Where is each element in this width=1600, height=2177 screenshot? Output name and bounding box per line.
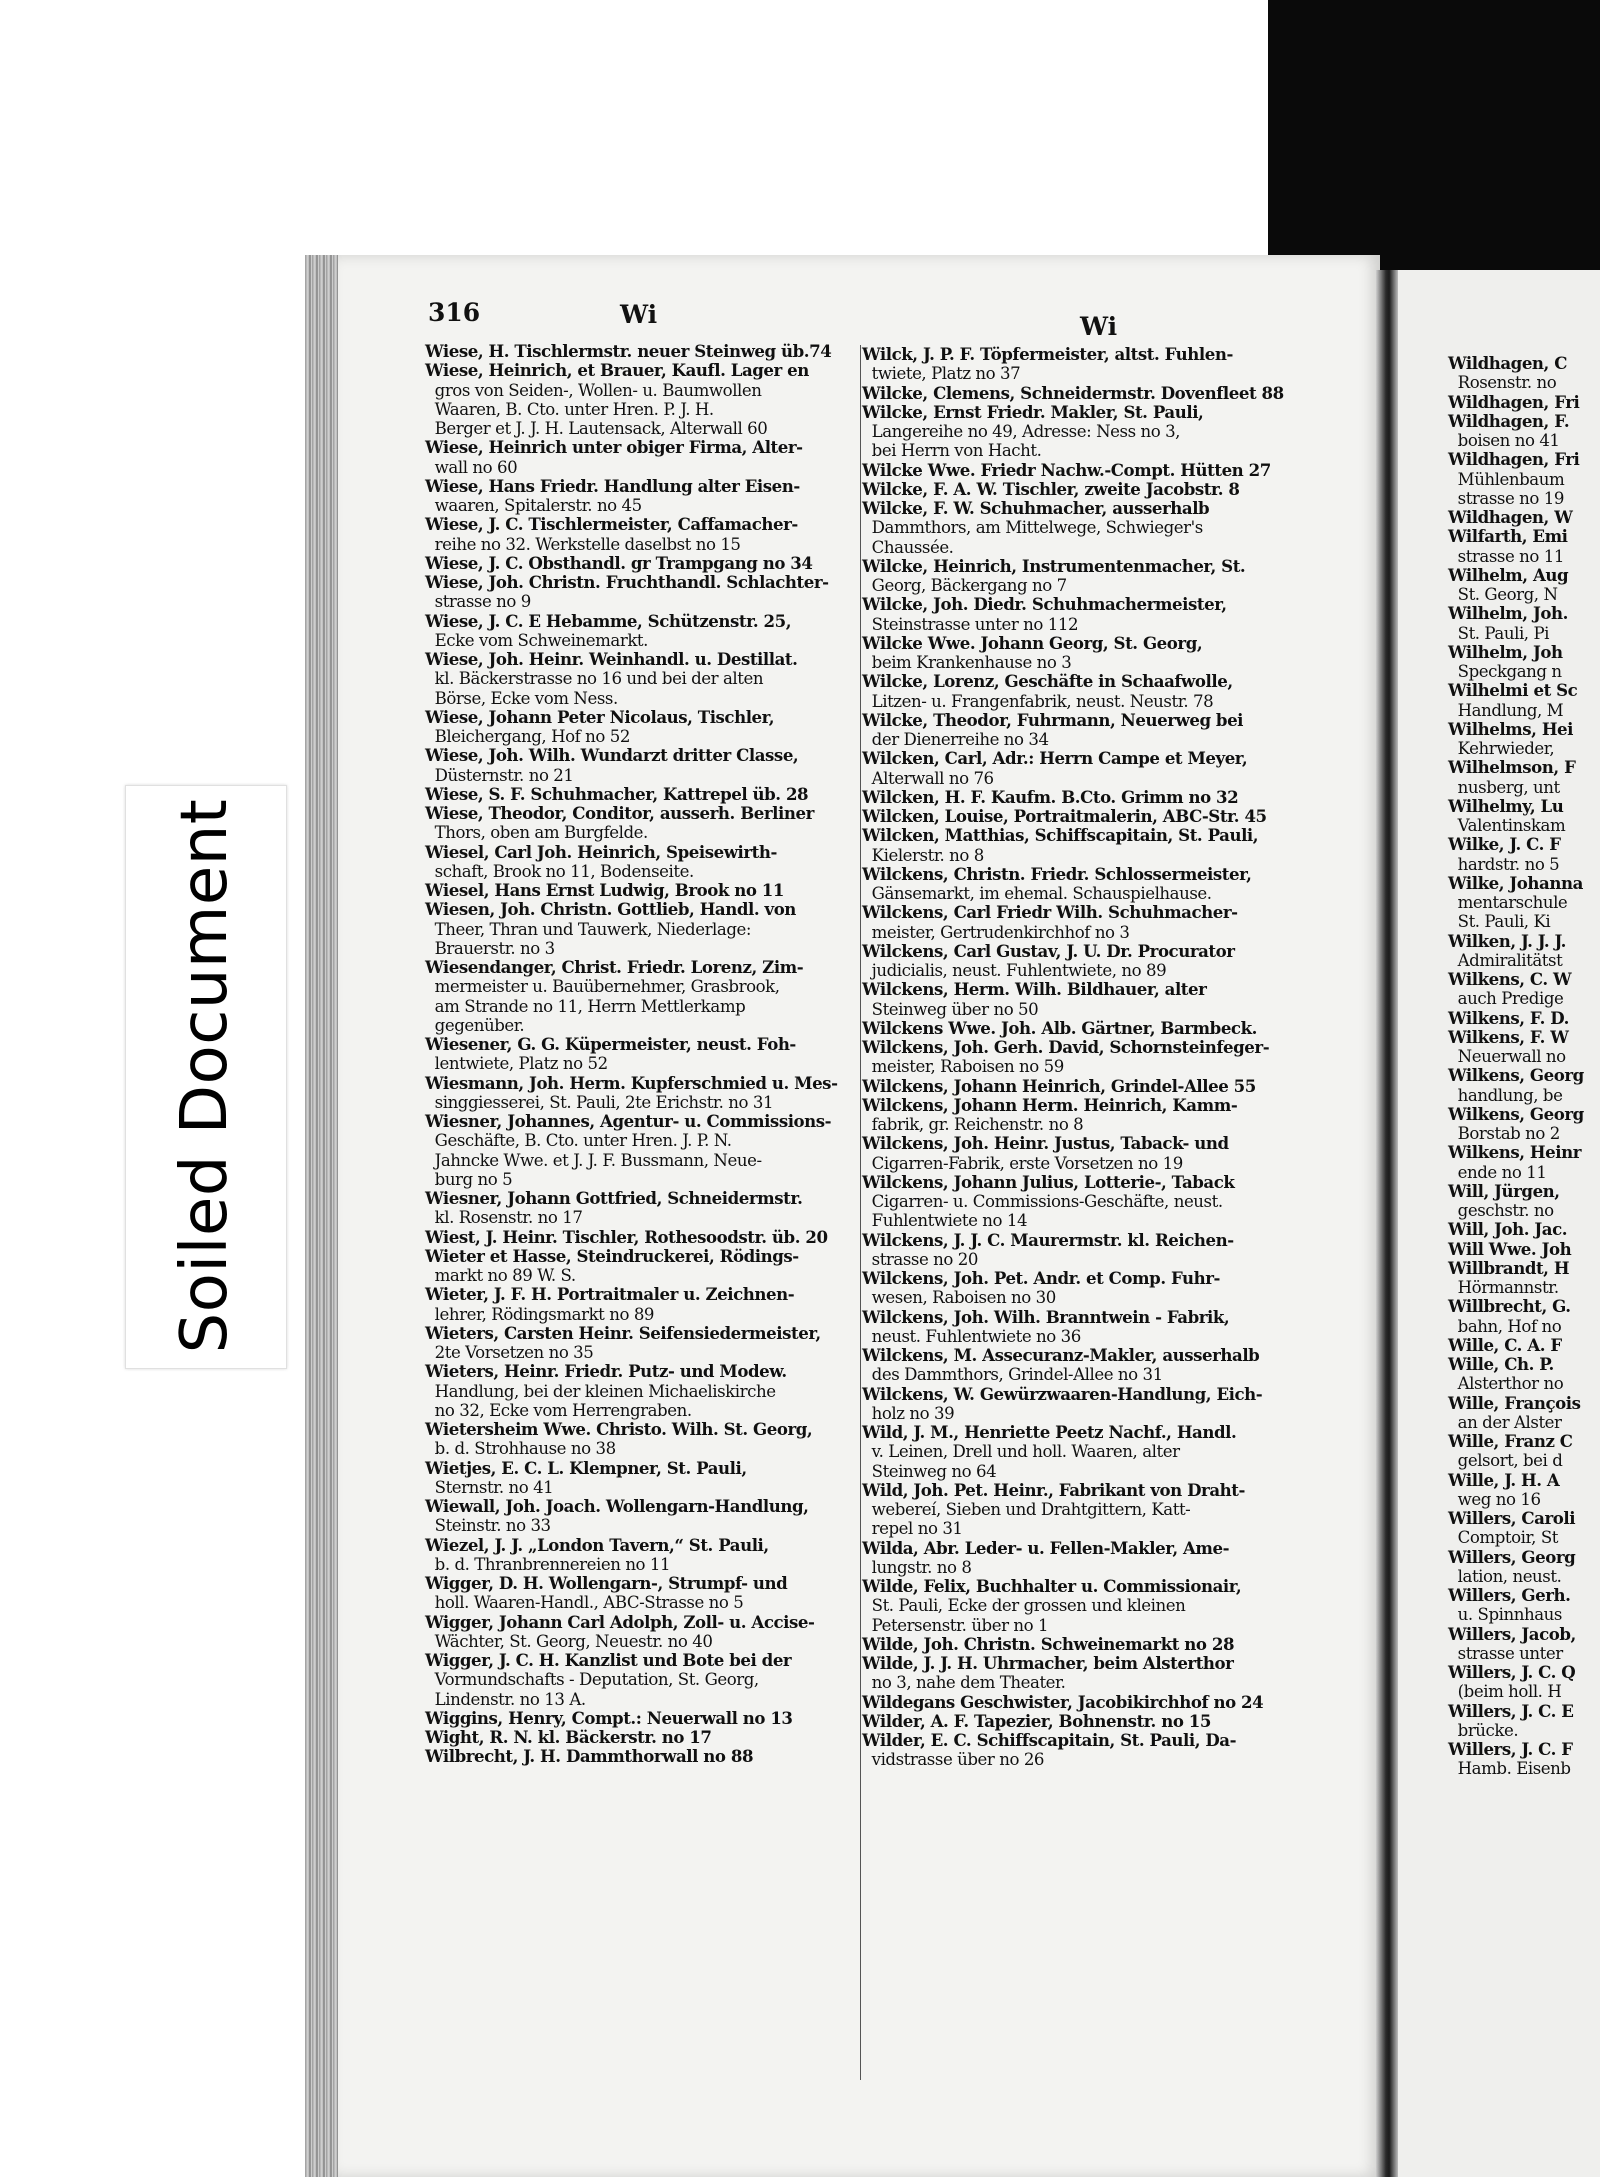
directory-left-line: lehrer, Rödingsmarkt no 89: [425, 1304, 655, 1324]
page-header-left: Wi: [620, 300, 658, 329]
directory-left-line: strasse no 9: [425, 592, 531, 612]
directory-left-line: reihe no 32. Werkstelle daselbst no 15: [425, 534, 741, 554]
directory-left-line: Wiesendanger, Christ. Friedr. Lorenz, Zim-: [425, 957, 804, 977]
directory-middle-line: no 3, nahe dem Theater.: [862, 1673, 1066, 1693]
directory-left-line: Ecke vom Schweinemarkt.: [425, 630, 648, 650]
directory-right-line: Comptoir, St: [1448, 1528, 1558, 1548]
directory-right-line: Wilken, J. J. J.: [1448, 930, 1566, 951]
directory-right-line: Hamb. Eisenb: [1448, 1759, 1571, 1779]
directory-right-line: Wilkens, Georg: [1448, 1103, 1584, 1124]
directory-column-left: [425, 342, 870, 1767]
directory-left-line: Wiese, J. C. Tischlermeister, Caffamacher-: [425, 514, 798, 535]
directory-right-line: Wilkens, Heinr: [1448, 1142, 1582, 1163]
directory-middle-line: judicialis, neust. Fuhlentwiete, no 89: [862, 961, 1167, 980]
directory-right-line: mentarschule: [1448, 893, 1568, 912]
directory-right-line: Will, Joh. Jac.: [1448, 1219, 1568, 1240]
directory-right-line: Wille, J. H. A: [1448, 1469, 1560, 1490]
directory-middle-line: Wilckens Wwe. Joh. Alb. Gärtner, Barmbeck.: [862, 1017, 1257, 1038]
directory-middle-line: Wilckens, J. J. C. Maurermstr. kl. Reichen-: [862, 1229, 1234, 1250]
directory-right-line: Wilhelmy, Lu: [1448, 795, 1564, 816]
directory-left-line: wall no 60: [425, 457, 518, 477]
directory-left-line: Sternstr. no 41: [425, 1477, 554, 1497]
directory-middle-line: Wilcke, Lorenz, Geschäfte in Schaafwolle,: [862, 671, 1233, 692]
directory-right-line: bahn, Hof no: [1448, 1316, 1562, 1336]
directory-left-line: Wietersheim Wwe. Christo. Wilh. St. Georg,: [425, 1419, 813, 1439]
directory-right-line: Wilkens, C. W: [1448, 969, 1572, 989]
directory-right-line: St. Pauli, Ki: [1448, 912, 1551, 932]
directory-middle-line: Kielerstr. no 8: [862, 845, 984, 865]
directory-right-line: Willers, Caroli: [1448, 1508, 1576, 1528]
directory-middle-line: Wilckens, Johann Herm. Heinrich, Kamm-: [862, 1094, 1238, 1115]
directory-middle-line: meister, Gertrudenkirchhof no 3: [862, 922, 1130, 942]
directory-middle-line: Cigarren- u. Commissions-Geschäfte, neust.: [862, 1192, 1223, 1211]
directory-left-line: Wilbrecht, J. H. Dammthorwall no 88: [425, 1746, 754, 1767]
directory-middle-line: Alterwall no 76: [862, 768, 994, 788]
directory-left-line: singgiesserei, St. Pauli, 2te Erichstr. no 31: [425, 1092, 774, 1112]
directory-right-line: Borstab no 2: [1448, 1124, 1560, 1143]
directory-left-line: Geschäfte, B. Cto. unter Hren. J. P. N.: [425, 1131, 732, 1151]
directory-middle-line: Chaussée.: [862, 537, 954, 557]
directory-left-line: Vormundschafts - Deputation, St. Georg,: [425, 1670, 759, 1690]
directory-right-line: auch Predige: [1448, 989, 1564, 1009]
directory-middle-line: vidstrasse über no 26: [862, 1750, 1045, 1770]
directory-middle-line: Wilcken, Matthias, Schiffscapitain, St. Pauli,: [862, 825, 1259, 846]
directory-right-line: geschstr. no: [1448, 1201, 1554, 1220]
directory-right-line: u. Spinnhaus: [1448, 1605, 1562, 1625]
directory-left-line: Handlung, bei der kleinen Michaeliskirche: [425, 1381, 776, 1401]
directory-left-line: Düsternstr. no 21: [425, 765, 574, 785]
directory-right-line: Willbrecht, G.: [1448, 1296, 1571, 1317]
directory-left-line: Wieters, Carsten Heinr. Seifensiedermeister,: [425, 1322, 821, 1343]
directory-middle-line: Wilde, Felix, Buchhalter u. Commissionair,: [862, 1576, 1242, 1596]
directory-middle-line: Wilckens, Christn. Friedr. Schlossermeister,: [862, 863, 1252, 884]
directory-right-line: Wildhagen, W: [1448, 507, 1573, 527]
page-number: 316: [428, 298, 481, 327]
directory-right-line: Wilkens, Georg: [1448, 1065, 1584, 1086]
directory-right-line: gelsort, bei d: [1448, 1451, 1563, 1471]
directory-left-line: Wieter, J. F. H. Portraitmaler u. Zeichnen-: [425, 1284, 795, 1305]
directory-right-line: Willers, Jacob,: [1448, 1623, 1576, 1644]
directory-left-line: b. d. Strohhause no 38: [425, 1439, 616, 1459]
directory-middle-line: Litzen- u. Frangenfabrik, neust. Neustr. 78: [862, 691, 1214, 711]
directory-left-line: Thors, oben am Burgfelde.: [425, 823, 648, 843]
directory-middle-line: Wilcke Wwe. Friedr Nachw.-Compt. Hütten 27: [862, 459, 1271, 480]
directory-right-line: Willers, J. C. E: [1448, 1700, 1574, 1721]
directory-left-line: burg no 5: [425, 1169, 513, 1189]
directory-left-line: Wiese, Heinrich unter obiger Firma, Alter-: [425, 437, 803, 458]
column-divider: [860, 345, 861, 2080]
directory-left-line: Wiese, H. Tischlermstr. neuer Steinweg üb.74: [425, 341, 832, 361]
directory-left-line: Wiesmann, Joh. Herm. Kupferschmied u. Mes-: [425, 1072, 838, 1093]
directory-right-line: Rosenstr. no: [1448, 373, 1557, 393]
directory-right-line: boisen no 41: [1448, 431, 1560, 450]
directory-left-line: Wieter et Hasse, Steindruckerei, Rödings-: [425, 1245, 799, 1266]
directory-right-line: St. Georg, N: [1448, 585, 1558, 604]
book-gutter: [1376, 270, 1398, 2177]
directory-left-line: Theer, Thran und Tauwerk, Niederlage:: [425, 919, 752, 939]
directory-left-line: Wiest, J. Heinr. Tischler, Rothesoodstr. üb. 20: [425, 1226, 828, 1247]
directory-middle-line: Wilda, Abr. Leder- u. Fellen-Makler, Ame-: [862, 1537, 1230, 1558]
directory-right-line: Wildhagen, C: [1448, 353, 1567, 373]
directory-middle-line: Wilcke, F. W. Schuhmacher, ausserhalb: [862, 498, 1210, 518]
directory-middle-line: Wilckens, Carl Friedr Wilh. Schuhmacher-: [862, 902, 1238, 923]
directory-left-line: kl. Rosenstr. no 17: [425, 1208, 583, 1228]
directory-left-line: Lindenstr. no 13 A.: [425, 1689, 586, 1709]
directory-right-line: Will Wwe. Joh: [1448, 1238, 1572, 1259]
directory-middle-line: webereí, Sieben und Drahtgittern, Katt-: [862, 1500, 1191, 1519]
directory-right-line: St. Pauli, Pi: [1448, 623, 1550, 643]
directory-left-line: Wächter, St. Georg, Neuestr. no 40: [425, 1631, 713, 1651]
directory-middle-line: Wilcke, Ernst Friedr. Makler, St. Pauli,: [862, 401, 1204, 422]
directory-right-line: Hörmannstr.: [1448, 1278, 1559, 1297]
directory-middle-line: des Dammthors, Grindel-Allee no 31: [862, 1365, 1163, 1385]
directory-middle-line: Wilcke, Clemens, Schneidermstr. Dovenfleet 88: [862, 382, 1284, 403]
directory-left-line: Wiese, J. C. Obsthandl. gr Trampgang no 34: [425, 552, 813, 573]
directory-middle-line: Wilck, J. P. F. Töpfermeister, altst. Fuhlen-: [862, 344, 1233, 364]
directory-right-line: strasse unter: [1448, 1643, 1563, 1663]
directory-left-line: Jahncke Wwe. et J. J. F. Bussmann, Neue-: [425, 1150, 762, 1170]
scan-black-band: [1268, 0, 1600, 272]
directory-middle-line: Wilder, E. C. Schiffscapitain, St. Pauli, Da-: [862, 1730, 1237, 1750]
directory-middle-line: beim Krankenhause no 3: [862, 653, 1072, 672]
directory-column-middle: [862, 345, 1332, 1770]
directory-middle-line: v. Leinen, Drell und holl. Waaren, alter: [862, 1442, 1180, 1462]
directory-middle-line: Wilckens, Joh. Heinr. Justus, Taback- und: [862, 1133, 1229, 1154]
directory-right-line: Wilke, J. C. F: [1448, 834, 1561, 855]
directory-middle-line: Wild, J. M., Henriette Peetz Nachf., Handl.: [862, 1422, 1237, 1442]
directory-left-line: Wigger, J. C. H. Kanzlist und Bote bei der: [425, 1650, 792, 1670]
directory-middle-line: Steinweg über no 50: [862, 999, 1039, 1019]
directory-middle-line: Wilde, J. J. H. Uhrmacher, beim Alsterthor: [862, 1653, 1234, 1673]
directory-left-line: no 32, Ecke vom Herrengraben.: [425, 1400, 692, 1420]
directory-right-line: Wildhagen, Fri: [1448, 449, 1580, 470]
directory-right-line: Kehrwieder,: [1448, 739, 1555, 758]
directory-right-line: Willers, Gerh.: [1448, 1585, 1571, 1605]
directory-left-line: lentwiete, Platz no 52: [425, 1054, 608, 1074]
directory-middle-line: Steinweg no 64: [862, 1461, 997, 1481]
directory-right-line: Wildhagen, F.: [1448, 410, 1570, 431]
directory-middle-line: Cigarren-Fabrik, erste Vorsetzen no 19: [862, 1153, 1183, 1173]
directory-middle-line: Wilckens, Joh. Pet. Andr. et Comp. Fuhr-: [862, 1268, 1220, 1288]
directory-left-line: Wiese, Heinrich, et Brauer, Kaufl. Lager en: [425, 360, 809, 381]
directory-left-line: gegenüber.: [425, 1015, 525, 1035]
directory-right-line: Wilhelms, Hei: [1448, 718, 1574, 739]
directory-right-line: Valentinskam: [1448, 816, 1566, 835]
directory-middle-line: Wilckens, Johann Julius, Lotterie-, Taback: [862, 1171, 1235, 1192]
directory-left-line: Börse, Ecke vom Ness.: [425, 688, 618, 708]
directory-right-line: Will, Jürgen,: [1448, 1180, 1560, 1201]
directory-right-line: Wilkens, F. W: [1448, 1026, 1569, 1047]
directory-middle-line: der Dienerreihe no 34: [862, 730, 1049, 749]
directory-right-line: Wilke, Johanna: [1448, 872, 1583, 893]
directory-right-line: hardstr. no 5: [1448, 854, 1560, 874]
directory-left-line: Wiesel, Hans Ernst Ludwig, Brook no 11: [425, 880, 784, 900]
directory-right-line: Wilfarth, Emi: [1448, 526, 1568, 547]
directory-right-line: (beim holl. H: [1448, 1682, 1562, 1702]
directory-right-line: Wilhelm, Joh.: [1448, 603, 1568, 624]
directory-middle-line: Wilcke, Heinrich, Instrumentenmacher, St.: [862, 555, 1246, 576]
directory-right-line: an der Alster: [1448, 1412, 1562, 1432]
directory-left-line: 2te Vorsetzen no 35: [425, 1343, 594, 1362]
directory-right-line: strasse no 11: [1448, 546, 1565, 566]
directory-left-line: Wietjes, E. C. L. Klempner, St. Pauli,: [425, 1457, 747, 1478]
directory-right-line: Wille, Franz C: [1448, 1431, 1573, 1451]
directory-right-line: Willers, J. C. Q: [1448, 1662, 1576, 1682]
directory-left-line: Wigger, Johann Carl Adolph, Zoll- u. Accise-: [425, 1611, 815, 1632]
directory-right-line: Handlung, M: [1448, 700, 1564, 720]
directory-left-line: Waaren, B. Cto. unter Hren. P. J. H.: [425, 399, 714, 419]
directory-right-line: Speckgang n: [1448, 662, 1562, 681]
directory-middle-line: Wild, Joh. Pet. Heinr., Fabrikant von Draht-: [862, 1479, 1245, 1500]
directory-middle-line: Wilckens, Herm. Wilh. Bildhauer, alter: [862, 979, 1207, 1000]
book-page-edges: [305, 255, 339, 2177]
directory-middle-line: neust. Fuhlentwiete no 36: [862, 1326, 1081, 1346]
directory-left-line: schaft, Brook no 11, Bodenseite.: [425, 861, 694, 881]
directory-left-line: Wiesen, Joh. Christn. Gottlieb, Handl. von: [425, 899, 796, 920]
directory-left-line: Wiese, Joh. Christn. Fruchthandl. Schlachter-: [425, 572, 829, 592]
directory-middle-line: Gänsemarkt, im ehemal. Schauspielhause.: [862, 884, 1212, 903]
directory-middle-line: Wilcke, F. A. W. Tischler, zweite Jacobstr. 8: [862, 478, 1240, 499]
directory-right-line: Wille, François: [1448, 1392, 1581, 1413]
directory-right-line: brücke.: [1448, 1720, 1519, 1740]
directory-middle-line: Wilcke Wwe. Johann Georg, St. Georg,: [862, 632, 1203, 653]
directory-middle-line: Wilckens, Joh. Wilh. Branntwein - Fabrik,: [862, 1306, 1230, 1327]
directory-left-line: Wiesener, G. G. Küpermeister, neust. Foh-: [425, 1034, 796, 1054]
directory-middle-line: meister, Raboisen no 59: [862, 1057, 1064, 1077]
directory-left-line: Bleichergang, Hof no 52: [425, 727, 630, 746]
directory-middle-line: Fuhlentwiete no 14: [862, 1211, 1028, 1231]
directory-left-line: Wiesel, Carl Joh. Heinrich, Speisewirth-: [425, 841, 777, 862]
directory-column-right-page: [1448, 354, 1600, 1779]
directory-middle-line: wesen, Raboisen no 30: [862, 1288, 1056, 1308]
directory-right-line: Wilhelm, Joh: [1448, 641, 1563, 662]
directory-middle-line: Wildegans Geschwister, Jacobikirchhof no 24: [862, 1691, 1264, 1712]
directory-right-line: Mühlenbaum: [1448, 469, 1565, 489]
directory-left-line: Wiese, Johann Peter Nicolaus, Tischler,: [425, 706, 775, 727]
directory-right-line: Wille, Ch. P.: [1448, 1354, 1554, 1374]
directory-left-line: Wieters, Heinr. Friedr. Putz- und Modew.: [425, 1361, 787, 1382]
directory-middle-line: strasse no 20: [862, 1249, 979, 1269]
directory-middle-line: bei Herrn von Hacht.: [862, 441, 1042, 461]
directory-right-line: Alsterthor no: [1448, 1374, 1564, 1394]
directory-right-line: weg no 16: [1448, 1489, 1541, 1509]
directory-left-line: Brauerstr. no 3: [425, 938, 555, 958]
directory-left-line: gros von Seiden-, Wollen- u. Baumwollen: [425, 380, 762, 400]
directory-left-line: Wigger, D. H. Wollengarn-, Strumpf- und: [425, 1573, 788, 1593]
directory-right-line: Wilkens, F. D.: [1448, 1007, 1569, 1028]
directory-left-line: Wiggins, Henry, Compt.: Neuerwall no 13: [425, 1707, 793, 1728]
directory-middle-line: Dammthors, am Mittelwege, Schwieger's: [862, 518, 1203, 538]
soiled-document-label-text: Soiled Document: [168, 798, 242, 1354]
directory-left-line: Wiesner, Johannes, Agentur- u. Commissions-: [425, 1111, 832, 1131]
page-header-right: Wi: [1080, 312, 1118, 341]
directory-right-line: handlung, be: [1448, 1085, 1563, 1105]
directory-middle-line: Wilcken, Carl, Adr.: Herrn Campe et Meyer,: [862, 748, 1248, 769]
directory-right-line: Wildhagen, Fri: [1448, 391, 1580, 412]
directory-left-line: waaren, Spitalerstr. no 45: [425, 496, 642, 515]
directory-right-line: Wilhelm, Aug: [1448, 564, 1569, 585]
directory-left-line: Berger et J. J. H. Lautensack, Alterwall 60: [425, 419, 768, 438]
directory-right-line: Admiralitätst: [1448, 950, 1563, 970]
directory-middle-line: Wilckens, Carl Gustav, J. U. Dr. Procurator: [862, 940, 1235, 961]
directory-middle-line: Wilckens, M. Assecuranz-Makler, ausserhalb: [862, 1345, 1260, 1365]
directory-right-line: Wilhelmson, F: [1448, 757, 1576, 778]
directory-middle-line: twiete, Platz no 37: [862, 364, 1021, 384]
directory-left-line: Wiesner, Johann Gottfried, Schneidermstr.: [425, 1188, 803, 1208]
directory-right-line: ende no 11: [1448, 1162, 1547, 1182]
directory-right-line: Wille, C. A. F: [1448, 1334, 1562, 1355]
directory-left-line: Steinstr. no 33: [425, 1516, 551, 1536]
directory-left-line: am Strande no 11, Herrn Mettlerkamp: [425, 996, 746, 1016]
directory-middle-line: Wilcken, Louise, Portraitmalerin, ABC-Str. 45: [862, 806, 1267, 826]
directory-right-line: lation, neust.: [1448, 1566, 1562, 1586]
scan-white-band: [1160, 0, 1268, 272]
directory-middle-line: lungstr. no 8: [862, 1557, 972, 1577]
directory-right-line: Neuerwall no: [1448, 1047, 1566, 1066]
directory-right-line: Willers, Georg: [1448, 1546, 1576, 1567]
directory-left-line: Wiewall, Joh. Joach. Wollengarn-Handlung,: [425, 1496, 809, 1516]
directory-left-line: Wight, R. N. kl. Bäckerstr. no 17: [425, 1727, 712, 1747]
directory-middle-line: St. Pauli, Ecke der grossen und kleinen: [862, 1596, 1186, 1616]
directory-left-line: kl. Bäckerstrasse no 16 und bei der alten: [425, 669, 764, 689]
directory-right-line: Willbrandt, H: [1448, 1257, 1570, 1278]
directory-left-line: Wiezel, J. J. „London Tavern,“ St. Pauli,: [425, 1534, 769, 1555]
directory-middle-line: Wilckens, Johann Heinrich, Grindel-Allee 55: [862, 1075, 1256, 1096]
directory-left-line: holl. Waaren-Handl., ABC-Strasse no 5: [425, 1593, 744, 1613]
directory-middle-line: Wilder, A. F. Tapezier, Bohnenstr. no 15: [862, 1710, 1211, 1731]
directory-middle-line: holz no 39: [862, 1403, 955, 1423]
directory-middle-line: Wilde, Joh. Christn. Schweinemarkt no 28: [862, 1633, 1235, 1654]
directory-right-line: Willers, J. C. F: [1448, 1739, 1573, 1759]
directory-left-line: Wiese, Joh. Wilh. Wundarzt dritter Classe,: [425, 745, 799, 766]
directory-middle-line: Wilckens, W. Gewürzwaaren-Handlung, Eich-: [862, 1383, 1263, 1404]
directory-middle-line: repel no 31: [862, 1519, 963, 1539]
directory-middle-line: Wilckens, Joh. Gerh. David, Schornsteinfeger-: [862, 1037, 1270, 1057]
directory-left-line: Wiese, Theodor, Conditor, ausserh. Berliner: [425, 803, 814, 823]
directory-middle-line: Petersenstr. über no 1: [862, 1615, 1049, 1635]
directory-middle-line: Wilcken, H. F. Kaufm. B.Cto. Grimm no 32: [862, 786, 1239, 807]
directory-middle-line: Wilcke, Theodor, Fuhrmann, Neuerweg bei: [862, 709, 1244, 730]
directory-left-line: b. d. Thranbrennereien no 11: [425, 1554, 671, 1574]
directory-left-line: markt no 89 W. S.: [425, 1266, 576, 1285]
directory-left-line: Wiese, Joh. Heinr. Weinhandl. u. Destillat.: [425, 649, 798, 669]
directory-middle-line: Georg, Bäckergang no 7: [862, 576, 1067, 595]
directory-right-line: Wilhelmi et Sc: [1448, 680, 1578, 701]
directory-middle-line: fabrik, gr. Reichenstr. no 8: [862, 1115, 1084, 1134]
directory-left-line: mermeister u. Bauübernehmer, Grasbrook,: [425, 977, 780, 997]
directory-middle-line: Wilcke, Joh. Diedr. Schuhmachermeister,: [862, 594, 1227, 615]
directory-left-line: Wiese, Hans Friedr. Handlung alter Eisen-: [425, 475, 800, 496]
directory-middle-line: Langereihe no 49, Adresse: Ness no 3,: [862, 422, 1181, 441]
directory-right-line: strasse no 19: [1448, 488, 1565, 508]
directory-left-line: Wiese, S. F. Schuhmacher, Kattrepel üb. 28: [425, 783, 809, 804]
directory-middle-line: Steinstrasse unter no 112: [862, 614, 1079, 634]
directory-right-line: nusberg, unt: [1448, 777, 1560, 797]
directory-left-line: Wiese, J. C. E Hebamme, Schützenstr. 25,: [425, 610, 792, 631]
